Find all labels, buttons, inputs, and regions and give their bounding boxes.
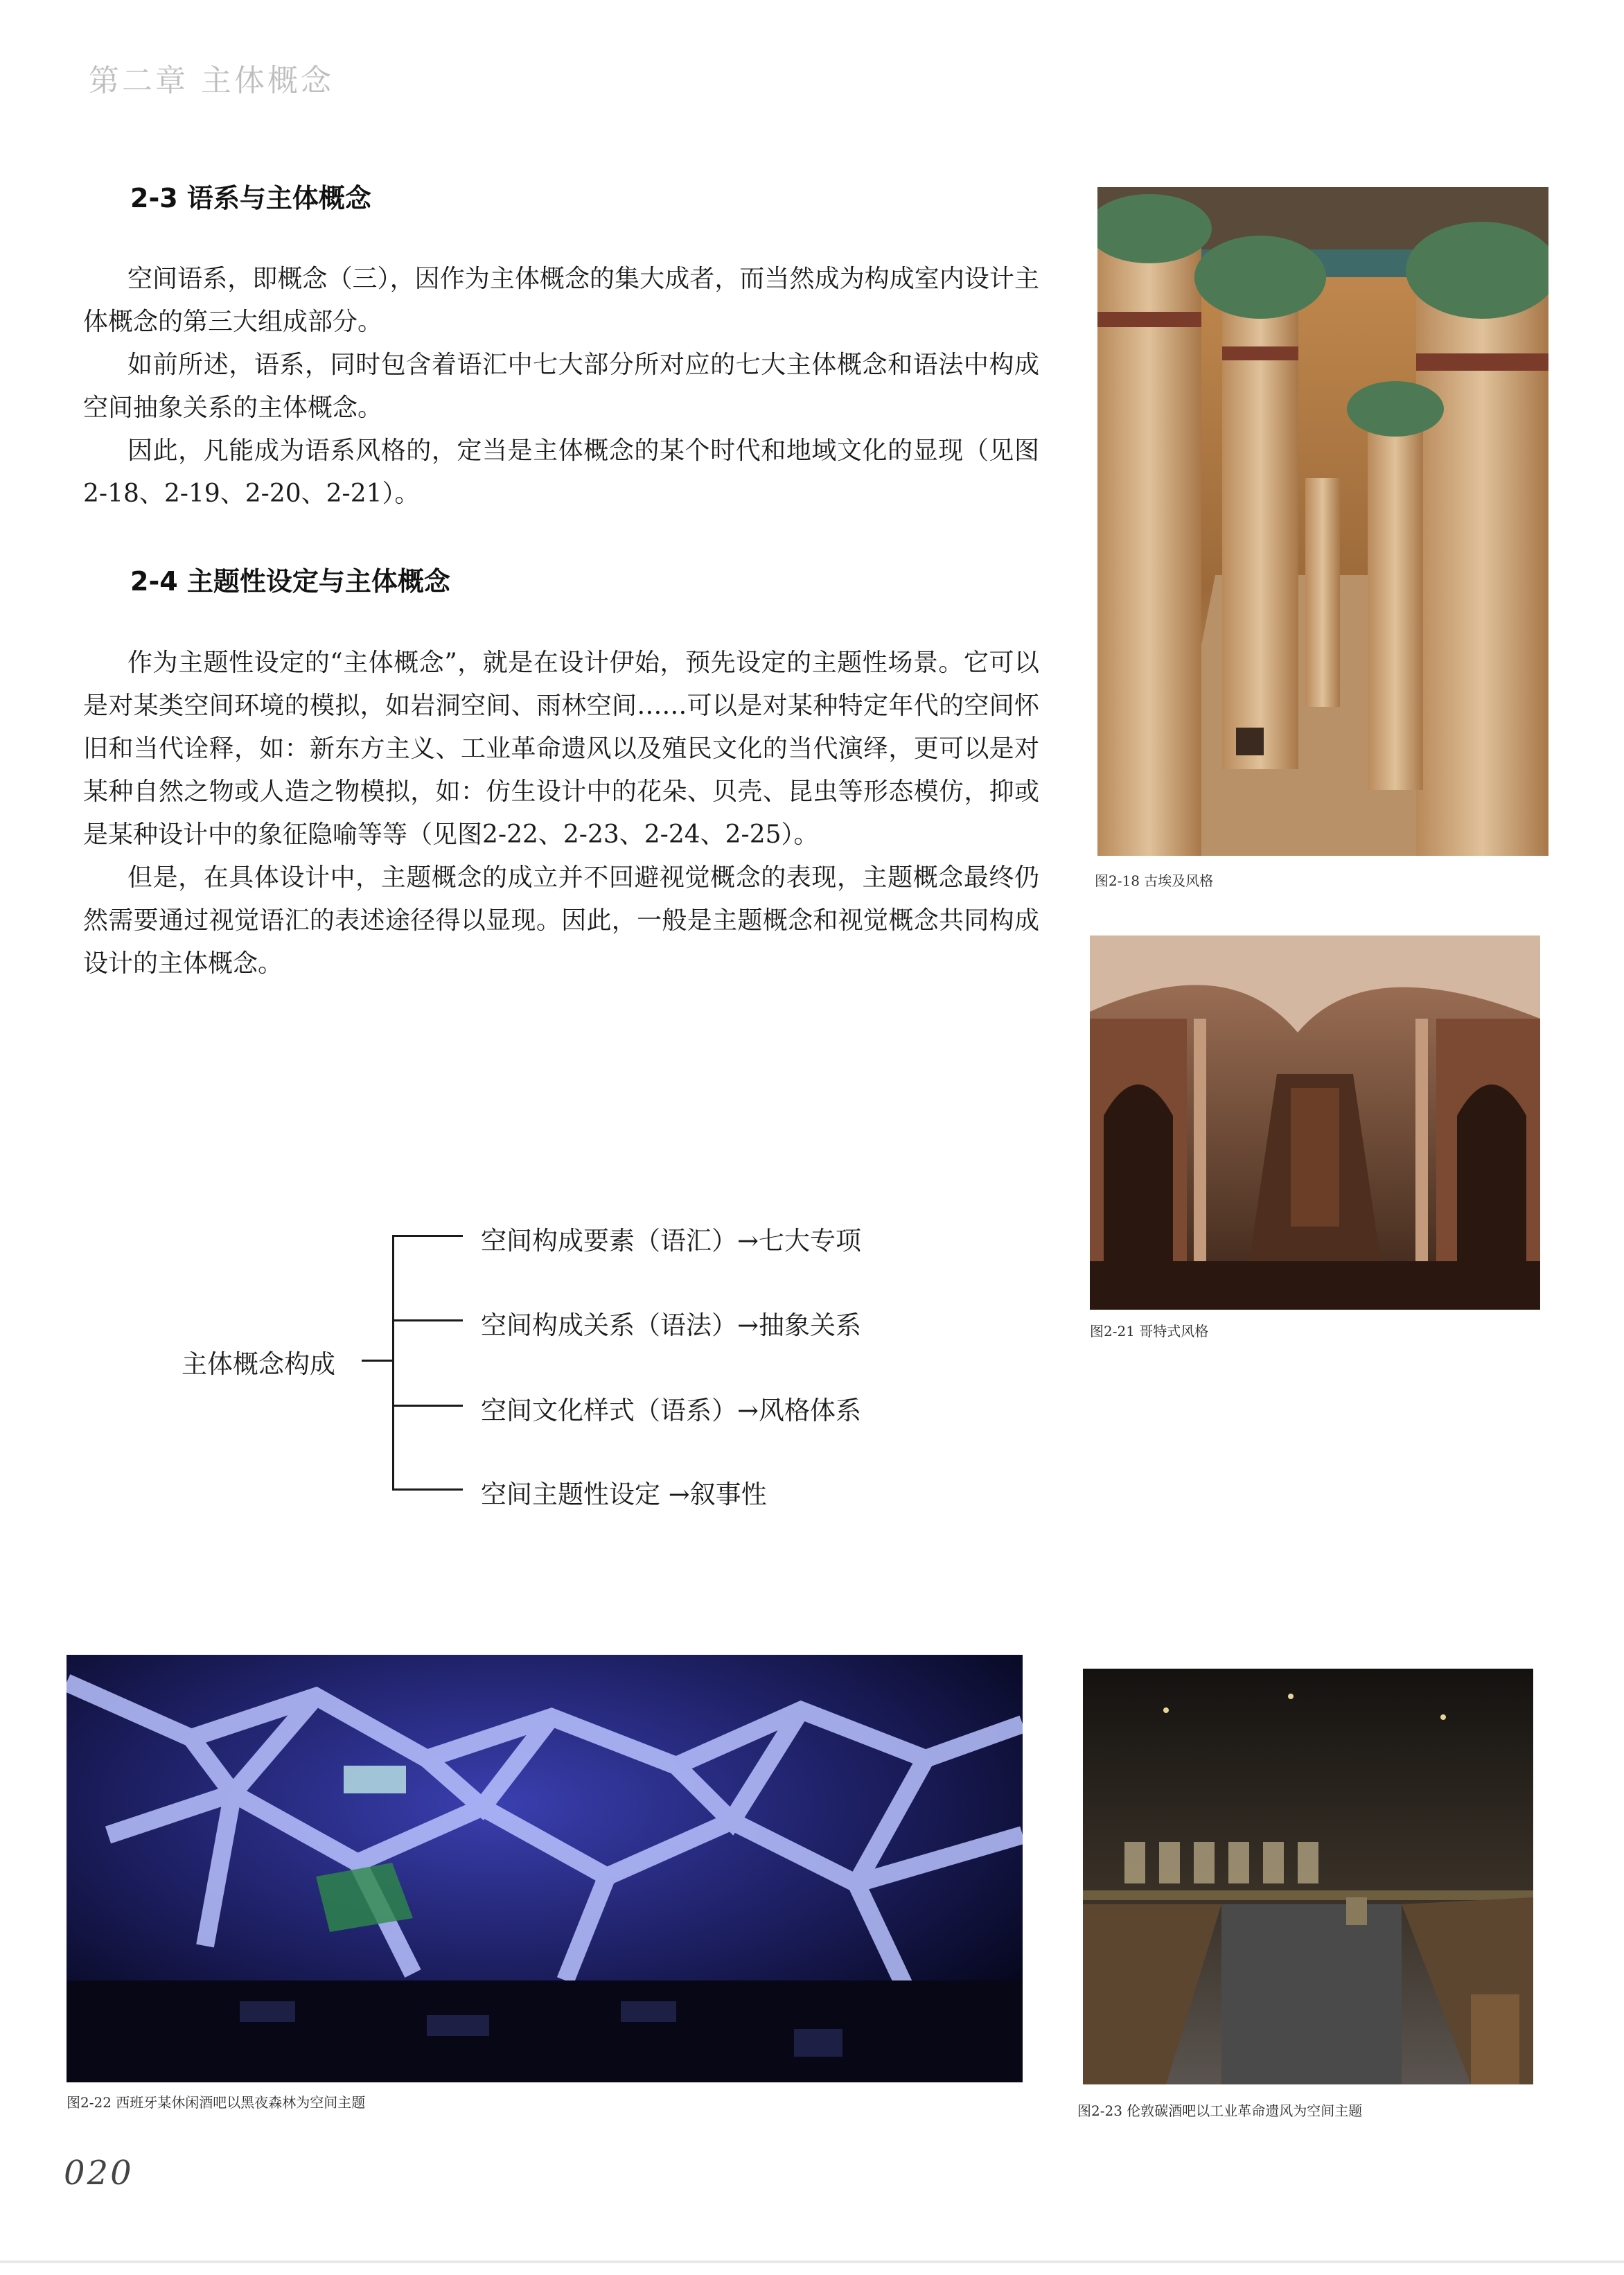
paragraph: 因此，凡能成为语系风格的，定当是主体概念的某个时代和地域文化的显现（见图2-18、2-19、2-20、2-21）。	[83, 437, 1039, 508]
figure-2-23-caption: 图2-23 伦敦碳酒吧以工业革命遗风为空间主题	[1077, 2102, 1363, 2119]
section-title-2-4: 2-4 主题性设定与主体概念	[130, 566, 450, 597]
figure-2-22-image	[67, 1655, 1023, 2082]
diagram-branch-line	[392, 1235, 463, 1237]
diagram-branch-line	[392, 1488, 463, 1491]
diagram-branch: 空间构成关系（语法）→抽象关系	[481, 1310, 862, 1340]
figure-2-21-caption: 图2-21 哥特式风格	[1090, 1323, 1209, 1339]
diagram-branch: 空间文化样式（语系）→风格体系	[481, 1396, 862, 1425]
paragraph: 作为主题性设定的“主体概念”，就是在设计伊始，预先设定的主题性场景。它可以是对某类空间环境的模拟，如岩洞空间、雨林空间……可以是对某种特定年代的空间怀旧和当代诠释，如：新东方主义、工业革命遗风以及殖民文化的当代演绎，更可以是对某种自然之物或人造之物模拟，如：仿生设计中的花朵、贝壳、昆虫等形态模仿，抑或是某种设计中的象征隐喻等等（见图2-22、2-23、2-24、2-25）。	[83, 649, 1039, 849]
figure-2-18-image	[1097, 187, 1548, 856]
page-bottom-edge	[0, 2260, 1624, 2263]
section-title-2-3: 2-3 语系与主体概念	[130, 183, 371, 213]
diagram-branch: 空间构成要素（语汇）→七大专项	[481, 1226, 862, 1256]
diagram-connector	[362, 1360, 394, 1362]
chapter-header: 第二章 主体概念	[89, 63, 334, 98]
section-2-4-body	[83, 642, 1039, 985]
paragraph: 如前所述，语系，同时包含着语汇中七大部分所对应的七大主体概念和语法中构成空间抽象关系的主体概念。	[83, 351, 1039, 422]
diagram-branch-line	[392, 1405, 463, 1407]
paragraph: 但是，在具体设计中，主题概念的成立并不回避视觉概念的表现，主题概念最终仍然需要通过视觉语汇的表述途径得以显现。因此，一般是主题概念和视觉概念共同构成设计的主体概念。	[83, 863, 1039, 978]
figure-2-21-image	[1090, 936, 1540, 1310]
figure-2-18-caption: 图2-18 古埃及风格	[1095, 872, 1214, 889]
diagram-branch-line	[392, 1319, 463, 1321]
diagram-branch: 空间主题性设定 →叙事性	[481, 1479, 767, 1509]
figure-2-22-caption: 图2-22 西班牙某休闲酒吧以黑夜森林为空间主题	[67, 2094, 366, 2111]
section-2-3-body	[83, 258, 1039, 516]
diagram-bracket	[392, 1235, 394, 1490]
diagram-root: 主体概念构成	[182, 1349, 335, 1379]
figure-2-23-image	[1083, 1669, 1533, 2084]
page-number: 020	[64, 2154, 134, 2193]
paragraph: 空间语系，即概念（三），因作为主体概念的集大成者，而当然成为构成室内设计主体概念的第三大组成部分。	[83, 265, 1039, 336]
